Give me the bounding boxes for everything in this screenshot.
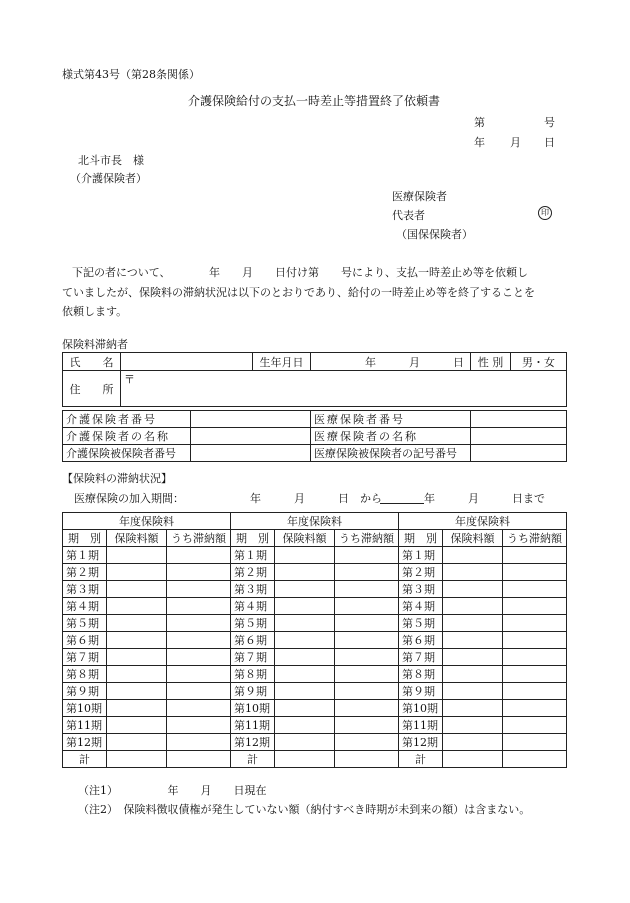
amount-field[interactable] <box>275 666 335 683</box>
period-label: 第８期 <box>399 666 443 683</box>
period-label: 第12期 <box>399 734 443 751</box>
amount-field[interactable] <box>443 683 503 700</box>
addressee-name: 北斗市長 様 <box>78 154 144 167</box>
amount-field[interactable] <box>443 598 503 615</box>
amount-field[interactable] <box>275 564 335 581</box>
total-label: 計 <box>63 751 107 768</box>
table-row <box>63 683 231 700</box>
period-header: 期 別 <box>399 530 443 547</box>
amount-field[interactable] <box>107 564 167 581</box>
table-row <box>231 598 399 615</box>
table-row <box>399 615 567 632</box>
period-label: 第９期 <box>231 683 275 700</box>
table-row <box>399 700 567 717</box>
period-label: 第７期 <box>63 649 107 666</box>
sender-line1: 医療保険者 <box>392 190 447 203</box>
arrears-table-1 <box>62 512 231 768</box>
address-field[interactable] <box>121 371 567 407</box>
period-label: 第９期 <box>399 683 443 700</box>
care-insurer-number-label: 介護保険者番号 <box>63 411 191 428</box>
unpaid-field[interactable] <box>335 615 399 632</box>
table-row <box>231 666 399 683</box>
person-table <box>62 352 567 407</box>
arrears-table-3 <box>398 512 567 768</box>
table-row <box>399 598 567 615</box>
period-label: 第２期 <box>399 564 443 581</box>
unpaid-field[interactable] <box>503 547 567 564</box>
amount-field[interactable] <box>275 598 335 615</box>
medical-insurer-number-field[interactable] <box>471 411 567 428</box>
period-label: 第８期 <box>63 666 107 683</box>
amount-field[interactable] <box>443 666 503 683</box>
period-header: 期 別 <box>231 530 275 547</box>
birth-label: 生年月日 <box>253 353 311 371</box>
unpaid-field[interactable] <box>503 649 567 666</box>
unpaid-field[interactable] <box>335 666 399 683</box>
amount-field[interactable] <box>275 717 335 734</box>
period-label: 第２期 <box>63 564 107 581</box>
period-label: 第３期 <box>231 581 275 598</box>
unpaid-field[interactable] <box>167 717 231 734</box>
table-row <box>399 581 567 598</box>
unpaid-field[interactable] <box>335 632 399 649</box>
total-unpaid-field[interactable] <box>335 751 399 768</box>
total-amount-field[interactable] <box>275 751 335 768</box>
table-row <box>63 717 231 734</box>
amount-field[interactable] <box>275 700 335 717</box>
care-insured-number-label: 介護保険被保険者番号 <box>63 445 191 462</box>
unpaid-field[interactable] <box>167 649 231 666</box>
period-label: 第１期 <box>231 547 275 564</box>
table-row <box>399 564 567 581</box>
postal-mark: 〒 <box>124 373 135 386</box>
medical-insured-number-field[interactable] <box>471 445 567 462</box>
amount-field[interactable] <box>275 632 335 649</box>
amount-field[interactable] <box>107 598 167 615</box>
table-row <box>63 649 231 666</box>
amount-header: 保険料額 <box>443 530 503 547</box>
period-label: 第６期 <box>399 632 443 649</box>
period-label: 第５期 <box>399 615 443 632</box>
table-row <box>399 649 567 666</box>
unpaid-field[interactable] <box>335 717 399 734</box>
body-line-2: ていましたが、保険料の滞納状況は以下のとおりであり、給付の一時差止め等を終了することを <box>62 286 535 299</box>
amount-field[interactable] <box>107 734 167 751</box>
medical-insured-number-label: 医療保険被保険者の記号番号 <box>311 445 471 462</box>
table-row <box>231 683 399 700</box>
table-row <box>63 734 231 751</box>
period-label: 第８期 <box>231 666 275 683</box>
enrollment-to: 年 月 日まで <box>424 492 545 505</box>
period-label: 第12期 <box>231 734 275 751</box>
table-row <box>399 547 567 564</box>
medical-insurer-number-label: 医療保険者番号 <box>311 411 471 428</box>
amount-header: 保険料額 <box>275 530 335 547</box>
unpaid-field[interactable] <box>167 598 231 615</box>
care-insurer-name-label: 介護保険者の名称 <box>63 428 191 445</box>
sender-line3: （国保保険者） <box>396 228 473 241</box>
table-row <box>63 666 231 683</box>
table-row <box>63 581 231 598</box>
amount-field[interactable] <box>275 547 335 564</box>
period-label: 第11期 <box>231 717 275 734</box>
addressee-role: （介護保険者） <box>70 172 147 185</box>
table-row <box>63 615 231 632</box>
period-label: 第１期 <box>63 547 107 564</box>
amount-field[interactable] <box>275 615 335 632</box>
care-insurer-name-field[interactable] <box>191 428 311 445</box>
table-row <box>63 547 231 564</box>
unpaid-field[interactable] <box>503 666 567 683</box>
page-title: 介護保険給付の支払一時差止等措置終了依頼書 <box>188 94 441 108</box>
table-row <box>231 632 399 649</box>
period-label: 第３期 <box>63 581 107 598</box>
unpaid-field[interactable] <box>167 547 231 564</box>
date-month: 月 <box>510 136 521 149</box>
unpaid-field[interactable] <box>167 581 231 598</box>
table-row <box>231 700 399 717</box>
table-row <box>399 666 567 683</box>
period-label: 第６期 <box>63 632 107 649</box>
table-row <box>231 581 399 598</box>
amount-field[interactable] <box>275 683 335 700</box>
unpaid-field[interactable] <box>503 717 567 734</box>
unpaid-field[interactable] <box>335 581 399 598</box>
period-label: 第４期 <box>399 598 443 615</box>
amount-field[interactable] <box>443 564 503 581</box>
insurer-table <box>62 410 567 462</box>
unpaid-field[interactable] <box>503 632 567 649</box>
unpaid-field[interactable] <box>167 734 231 751</box>
unpaid-header: うち滞納額 <box>167 530 231 547</box>
total-amount-field[interactable] <box>443 751 503 768</box>
unpaid-field[interactable] <box>167 615 231 632</box>
date-year: 年 <box>474 136 485 149</box>
period-label: 第４期 <box>231 598 275 615</box>
amount-header: 保険料額 <box>107 530 167 547</box>
amount-field[interactable] <box>443 700 503 717</box>
doc-number-suffix: 号 <box>544 116 555 129</box>
unpaid-field[interactable] <box>335 564 399 581</box>
fiscal-year-header: 年度保険料 <box>63 513 231 530</box>
sender-line2: 代表者 <box>392 209 425 222</box>
unpaid-field[interactable] <box>335 649 399 666</box>
note-2: （注2） 保険料徴収債権が発生していない額（納付すべき時期が未到来の額）は含まない。 <box>78 803 531 816</box>
amount-field[interactable] <box>443 547 503 564</box>
period-label: 第10期 <box>231 700 275 717</box>
unpaid-field[interactable] <box>167 632 231 649</box>
unpaid-field[interactable] <box>503 734 567 751</box>
amount-field[interactable] <box>443 734 503 751</box>
period-label: 第６期 <box>231 632 275 649</box>
medical-insurer-name-label: 医療保険者の名称 <box>311 428 471 445</box>
total-amount-field[interactable] <box>107 751 167 768</box>
fiscal-year-header: 年度保険料 <box>231 513 399 530</box>
unpaid-field[interactable] <box>335 683 399 700</box>
unpaid-field[interactable] <box>167 700 231 717</box>
name-label: 氏 名 <box>63 353 121 371</box>
unpaid-field[interactable] <box>167 683 231 700</box>
gender-field[interactable]: 男・女 <box>511 353 567 371</box>
amount-field[interactable] <box>107 700 167 717</box>
unpaid-field[interactable] <box>335 547 399 564</box>
unpaid-header: うち滞納額 <box>335 530 399 547</box>
period-label: 第12期 <box>63 734 107 751</box>
birth-date-field[interactable]: 年 月 日 <box>311 353 471 371</box>
address-label: 住 所 <box>63 371 121 407</box>
table-row <box>63 632 231 649</box>
enrollment-label: 医療保険の加入期間： <box>74 492 184 505</box>
unpaid-field[interactable] <box>167 564 231 581</box>
unpaid-header: うち滞納額 <box>503 530 567 547</box>
body-line-3: 依頼します。 <box>62 305 128 318</box>
amount-field[interactable] <box>107 615 167 632</box>
care-insured-number-field[interactable] <box>191 445 311 462</box>
amount-field[interactable] <box>275 649 335 666</box>
amount-field[interactable] <box>275 734 335 751</box>
period-label: 第10期 <box>399 700 443 717</box>
table-row <box>231 717 399 734</box>
total-unpaid-field[interactable] <box>503 751 567 768</box>
amount-field[interactable] <box>275 581 335 598</box>
unpaid-field[interactable] <box>503 700 567 717</box>
unpaid-field[interactable] <box>335 700 399 717</box>
table-row <box>399 683 567 700</box>
total-unpaid-field[interactable] <box>167 751 231 768</box>
period-label: 第３期 <box>399 581 443 598</box>
total-label: 計 <box>399 751 443 768</box>
table-row <box>399 717 567 734</box>
seal-mark: 印 <box>538 206 552 220</box>
period-label: 第10期 <box>63 700 107 717</box>
care-insurer-number-field[interactable] <box>191 411 311 428</box>
total-label: 計 <box>231 751 275 768</box>
amount-field[interactable] <box>107 632 167 649</box>
amount-field[interactable] <box>107 683 167 700</box>
period-label: 第７期 <box>231 649 275 666</box>
period-label: 第５期 <box>231 615 275 632</box>
period-label: 第９期 <box>63 683 107 700</box>
period-label: 第１期 <box>399 547 443 564</box>
unpaid-field[interactable] <box>503 598 567 615</box>
table-row <box>63 598 231 615</box>
amount-field[interactable] <box>443 649 503 666</box>
amount-field[interactable] <box>443 615 503 632</box>
medical-insurer-name-field[interactable] <box>471 428 567 445</box>
table-row <box>63 700 231 717</box>
amount-field[interactable] <box>443 717 503 734</box>
amount-field[interactable] <box>107 717 167 734</box>
unpaid-field[interactable] <box>167 666 231 683</box>
period-label: 第７期 <box>399 649 443 666</box>
table-row <box>231 649 399 666</box>
unpaid-field[interactable] <box>503 683 567 700</box>
amount-field[interactable] <box>107 547 167 564</box>
gender-label: 性 別 <box>471 353 511 371</box>
person-section-title: 保険料滞納者 <box>62 338 128 351</box>
body-line-1: 下記の者について、 年 月 日付け第 号により、支払一時差止め等を依頼し <box>72 266 529 279</box>
period-label: 第２期 <box>231 564 275 581</box>
amount-field[interactable] <box>443 581 503 598</box>
period-label: 第４期 <box>63 598 107 615</box>
table-row <box>399 734 567 751</box>
table-row <box>63 564 231 581</box>
unpaid-field[interactable] <box>335 598 399 615</box>
note-1: （注1） 年 月 日現在 <box>78 784 267 797</box>
unpaid-field[interactable] <box>503 615 567 632</box>
table-row <box>231 615 399 632</box>
amount-field[interactable] <box>107 649 167 666</box>
table-row <box>231 734 399 751</box>
name-field[interactable] <box>121 353 253 371</box>
arrears-table-2 <box>230 512 399 768</box>
arrears-title: 【保険料の滞納状況】 <box>62 472 172 485</box>
period-header: 期 別 <box>63 530 107 547</box>
period-label: 第11期 <box>399 717 443 734</box>
amount-field[interactable] <box>107 666 167 683</box>
period-label: 第11期 <box>63 717 107 734</box>
doc-number-prefix: 第 <box>474 116 485 129</box>
unpaid-field[interactable] <box>503 564 567 581</box>
unpaid-field[interactable] <box>503 581 567 598</box>
date-day: 日 <box>544 136 555 149</box>
enrollment-from: 年 月 日 から <box>250 492 382 505</box>
unpaid-field[interactable] <box>335 734 399 751</box>
table-row <box>231 547 399 564</box>
amount-field[interactable] <box>107 581 167 598</box>
table-row <box>399 632 567 649</box>
form-number: 様式第43号（第28条関係） <box>62 68 200 81</box>
enrollment-separator-line <box>380 503 424 504</box>
fiscal-year-header: 年度保険料 <box>399 513 567 530</box>
table-row <box>231 564 399 581</box>
period-label: 第５期 <box>63 615 107 632</box>
amount-field[interactable] <box>443 632 503 649</box>
